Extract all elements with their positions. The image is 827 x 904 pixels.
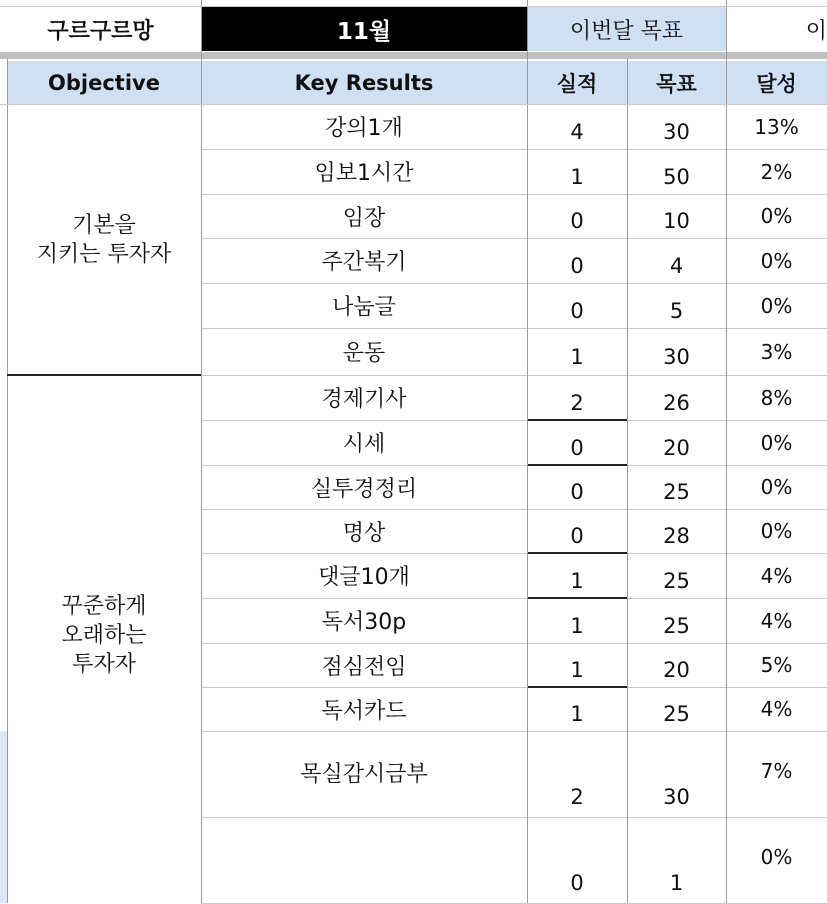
key-result-cell[interactable] [201,817,527,903]
key-result-cell[interactable]: 목실감시금부 [300,762,428,787]
grid-line [527,0,528,903]
rate-cell[interactable]: 0% [760,519,793,543]
actual-cell[interactable]: 1 [570,344,584,369]
header-rate[interactable]: 달성 [726,61,827,104]
objective-1-line-1: 기본을 [72,212,136,238]
target-cell[interactable]: 10 [663,209,690,233]
cell-border-accent [527,464,627,466]
rate-cell[interactable]: 4% [760,697,793,721]
actual-cell[interactable]: 0 [570,253,584,278]
row-select-strip [0,731,7,903]
target-cell[interactable]: 30 [663,344,690,369]
target-cell[interactable]: 25 [663,702,690,726]
objective-1-line-2: 지키는 투자자 [36,241,172,267]
target-cell[interactable]: 25 [663,613,690,638]
actual-cell[interactable]: 1 [570,568,584,593]
objective-2-line-3: 투자자 [72,651,136,677]
objective-2-line-2: 오래하는 [61,622,147,648]
target-cell[interactable]: 26 [663,390,690,415]
key-result-cell[interactable]: 댓글10개 [318,565,410,590]
rate-cell[interactable]: 0% [760,845,793,869]
target-cell[interactable]: 20 [663,435,690,460]
sheet-owner-cell[interactable]: 구르구르망 [47,18,154,44]
objective-cell-2[interactable] [7,375,201,903]
objective-2-line-1: 꾸준하게 [61,593,147,619]
target-cell[interactable]: 4 [669,253,684,278]
actual-cell[interactable]: 1 [570,164,584,189]
key-result-cell[interactable]: 시세 [342,432,386,457]
actual-cell[interactable]: 1 [570,702,584,726]
key-result-cell[interactable]: 나눔글 [332,295,396,320]
header-objective[interactable]: Objective [7,61,201,104]
rate-cell[interactable]: 0% [760,204,793,228]
key-result-cell[interactable]: 임장 [342,205,386,231]
month-cell[interactable]: 11월 [201,7,527,51]
actual-cell[interactable]: 0 [570,435,584,460]
rate-cell[interactable]: 4% [760,608,793,633]
header-key-results[interactable]: Key Results [201,61,527,104]
actual-cell[interactable]: 2 [570,390,584,415]
actual-cell[interactable]: 0 [570,871,584,895]
key-result-cell[interactable]: 경제기사 [321,387,407,412]
actual-cell[interactable]: 0 [570,524,584,548]
actual-cell[interactable]: 2 [570,785,584,809]
target-cell[interactable]: 50 [663,164,690,189]
actual-cell[interactable]: 4 [570,119,584,144]
objective-divider [7,374,201,376]
actual-cell[interactable]: 1 [570,613,584,638]
truncated-next-cell[interactable]: 이 [805,18,827,44]
frozen-row-divider [0,52,827,59]
rate-cell[interactable]: 0% [760,475,793,499]
target-cell[interactable]: 30 [663,785,690,809]
rate-cell[interactable]: 0% [760,248,793,273]
key-result-cell[interactable]: 운동 [342,341,386,366]
target-cell[interactable]: 1 [669,871,684,895]
rate-cell[interactable]: 2% [760,159,793,184]
key-result-cell[interactable]: 점심전임 [321,654,407,680]
grid-line [0,6,827,7]
rate-cell[interactable]: 0% [760,293,793,318]
rate-cell[interactable]: 3% [760,339,793,364]
grid-line [726,0,727,903]
key-result-cell[interactable]: 임보1시간 [314,161,414,186]
header-target[interactable]: 목표 [627,61,726,104]
header-actual[interactable]: 실적 [527,61,627,104]
key-result-cell[interactable]: 주간복기 [321,250,407,275]
actual-cell[interactable]: 0 [570,209,584,233]
grid-line [627,59,628,903]
rate-cell[interactable]: 0% [760,430,793,455]
grid-line [0,104,827,105]
rate-cell[interactable]: 5% [760,653,793,677]
target-cell[interactable]: 20 [663,658,690,682]
rate-cell[interactable]: 4% [760,563,793,588]
target-cell[interactable]: 28 [663,524,690,548]
cell-border-accent [527,419,627,421]
target-cell[interactable]: 25 [663,480,690,504]
grid-line [7,59,8,903]
key-result-cell[interactable]: 실투경정리 [310,476,418,502]
cell-border-accent [527,686,627,688]
cell-border-accent [527,552,627,554]
key-result-cell[interactable]: 독서30p [321,610,407,635]
target-cell[interactable]: 5 [669,298,684,323]
rate-cell[interactable]: 8% [760,385,793,410]
monthly-goal-label-cell[interactable]: 이번달 목표 [527,7,726,51]
objective-cell-1[interactable] [7,104,201,375]
target-cell[interactable]: 25 [663,568,690,593]
target-cell[interactable]: 30 [663,119,690,144]
actual-cell[interactable]: 1 [570,658,584,682]
rate-cell[interactable]: 7% [760,759,793,783]
key-result-cell[interactable]: 독서카드 [321,698,407,724]
actual-cell[interactable]: 0 [570,298,584,323]
rate-cell[interactable]: 13% [754,114,799,139]
actual-cell[interactable]: 0 [570,480,584,504]
cell-border-accent [527,597,627,599]
key-result-cell[interactable]: 명상 [342,520,386,546]
grid-line [201,0,202,903]
key-result-cell[interactable]: 강의1개 [325,116,403,141]
